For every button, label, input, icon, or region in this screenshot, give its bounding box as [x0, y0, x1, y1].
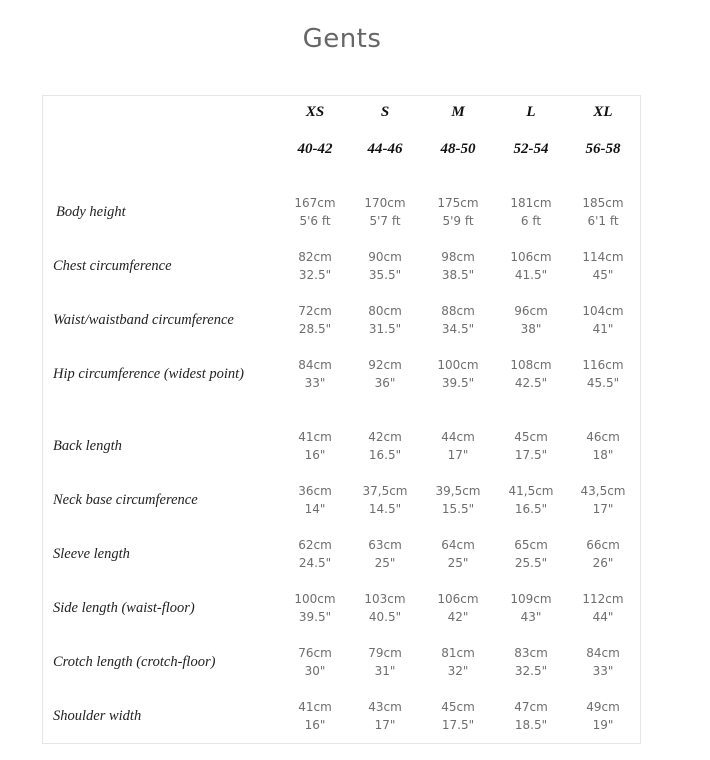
imperial-value: 33" — [304, 376, 326, 390]
table-cell — [350, 428, 420, 464]
table-cell — [568, 356, 638, 392]
metric-value: 66cm — [586, 538, 620, 552]
imperial-value: 38.5" — [441, 268, 475, 282]
metric-value: 64cm — [441, 538, 475, 552]
imperial-value: 42" — [447, 610, 469, 624]
imperial-value: 5'9 ft — [442, 214, 474, 228]
imperial-value: 16" — [304, 718, 326, 732]
table-cell — [496, 698, 566, 734]
table-cell — [350, 590, 420, 626]
table-cell — [280, 644, 350, 680]
table-cell — [568, 428, 638, 464]
imperial-value: 17" — [374, 718, 396, 732]
metric-value: 72cm — [298, 304, 332, 318]
row-label: Crotch length (crotch-floor) — [53, 654, 216, 670]
size-range-4: 56-58 — [585, 141, 621, 157]
imperial-value: 30" — [304, 664, 326, 678]
imperial-value: 40.5" — [368, 610, 402, 624]
table-cell — [496, 644, 566, 680]
imperial-value: 16.5" — [514, 502, 548, 516]
metric-value: 41cm — [298, 700, 332, 714]
table-cell — [496, 536, 566, 572]
imperial-value: 14" — [304, 502, 326, 516]
imperial-value: 32" — [447, 664, 469, 678]
metric-value: 37,5cm — [362, 484, 408, 498]
metric-value: 39,5cm — [435, 484, 481, 498]
imperial-value: 18" — [592, 448, 614, 462]
table-cell — [280, 536, 350, 572]
imperial-value: 5'7 ft — [369, 214, 401, 228]
metric-value: 47cm — [514, 700, 548, 714]
imperial-value: 31.5" — [368, 322, 402, 336]
row-label: Hip circumference (widest point) — [53, 366, 244, 382]
imperial-value: 35.5" — [368, 268, 402, 282]
table-cell — [568, 302, 638, 338]
table-cell — [350, 536, 420, 572]
metric-value: 88cm — [441, 304, 475, 318]
imperial-value: 34.5" — [441, 322, 475, 336]
metric-value: 100cm — [437, 358, 479, 372]
imperial-value: 25" — [447, 556, 469, 570]
imperial-value: 41.5" — [514, 268, 548, 282]
metric-value: 181cm — [510, 196, 552, 210]
metric-value: 79cm — [368, 646, 402, 660]
table-cell — [568, 590, 638, 626]
table-cell — [423, 194, 493, 230]
row-label: Chest circumference — [53, 258, 172, 274]
imperial-value: 31" — [374, 664, 396, 678]
table-cell — [280, 302, 350, 338]
imperial-value: 6'1 ft — [587, 214, 619, 228]
table-cell — [280, 428, 350, 464]
imperial-value: 17" — [592, 502, 614, 516]
metric-value: 112cm — [582, 592, 624, 606]
imperial-value: 15.5" — [441, 502, 475, 516]
metric-value: 175cm — [437, 196, 479, 210]
table-cell — [568, 194, 638, 230]
table-cell — [280, 356, 350, 392]
imperial-value: 36" — [374, 376, 396, 390]
size-header-4: XL — [593, 104, 613, 120]
imperial-value: 16.5" — [368, 448, 402, 462]
table-cell — [350, 248, 420, 284]
imperial-value: 25" — [374, 556, 396, 570]
metric-value: 104cm — [582, 304, 624, 318]
metric-value: 84cm — [586, 646, 620, 660]
imperial-value: 14.5" — [368, 502, 402, 516]
imperial-value: 32.5" — [298, 268, 332, 282]
metric-value: 90cm — [368, 250, 402, 264]
imperial-value: 19" — [592, 718, 614, 732]
metric-value: 44cm — [441, 430, 475, 444]
row-label: Side length (waist-floor) — [53, 600, 195, 616]
table-cell — [350, 698, 420, 734]
imperial-value: 33" — [592, 664, 614, 678]
row-label: Neck base circumference — [53, 492, 198, 508]
metric-value: 80cm — [368, 304, 402, 318]
metric-value: 45cm — [441, 700, 475, 714]
table-cell — [350, 644, 420, 680]
imperial-value: 39.5" — [441, 376, 475, 390]
metric-value: 108cm — [510, 358, 552, 372]
metric-value: 170cm — [364, 196, 406, 210]
imperial-value: 45" — [592, 268, 614, 282]
table-cell — [496, 428, 566, 464]
metric-value: 62cm — [298, 538, 332, 552]
size-range-0: 40-42 — [297, 141, 333, 157]
metric-value: 167cm — [294, 196, 336, 210]
table-cell — [423, 302, 493, 338]
metric-value: 98cm — [441, 250, 475, 264]
metric-value: 46cm — [586, 430, 620, 444]
table-cell — [568, 248, 638, 284]
size-range-1: 44-46 — [367, 141, 403, 157]
imperial-value: 28.5" — [298, 322, 332, 336]
metric-value: 45cm — [514, 430, 548, 444]
size-header-0: XS — [305, 104, 325, 120]
table-cell — [350, 356, 420, 392]
metric-value: 109cm — [510, 592, 552, 606]
imperial-value: 45.5" — [586, 376, 620, 390]
imperial-value: 5'6 ft — [299, 214, 331, 228]
metric-value: 103cm — [364, 592, 406, 606]
imperial-value: 17" — [447, 448, 469, 462]
table-cell — [280, 194, 350, 230]
metric-value: 81cm — [441, 646, 475, 660]
metric-value: 106cm — [437, 592, 479, 606]
table-cell — [423, 590, 493, 626]
size-header-1: S — [380, 104, 390, 120]
metric-value: 63cm — [368, 538, 402, 552]
table-cell — [423, 536, 493, 572]
imperial-value: 41" — [592, 322, 614, 336]
table-cell — [423, 698, 493, 734]
imperial-value: 44" — [592, 610, 614, 624]
size-range-2: 48-50 — [440, 141, 476, 157]
table-cell — [568, 536, 638, 572]
metric-value: 96cm — [514, 304, 548, 318]
metric-value: 84cm — [298, 358, 332, 372]
imperial-value: 32.5" — [514, 664, 548, 678]
imperial-value: 18.5" — [514, 718, 548, 732]
table-cell — [423, 482, 493, 518]
table-cell — [350, 302, 420, 338]
metric-value: 106cm — [510, 250, 552, 264]
table-cell — [280, 590, 350, 626]
metric-value: 83cm — [514, 646, 548, 660]
table-cell — [423, 248, 493, 284]
table-cell — [496, 302, 566, 338]
table-cell — [350, 482, 420, 518]
metric-value: 43,5cm — [580, 484, 626, 498]
imperial-value: 43" — [520, 610, 542, 624]
metric-value: 185cm — [582, 196, 624, 210]
table-cell — [568, 482, 638, 518]
table-cell — [496, 482, 566, 518]
imperial-value: 39.5" — [298, 610, 332, 624]
table-cell — [496, 248, 566, 284]
row-label: Shoulder width — [53, 708, 142, 724]
imperial-value: 17.5" — [441, 718, 475, 732]
table-cell — [423, 644, 493, 680]
size-header-3: L — [526, 104, 536, 120]
size-range-3: 52-54 — [513, 141, 549, 157]
metric-value: 65cm — [514, 538, 548, 552]
table-cell — [423, 356, 493, 392]
table-cell — [568, 644, 638, 680]
metric-value: 100cm — [294, 592, 336, 606]
row-label: Waist/waistband circumference — [53, 312, 234, 328]
table-cell — [350, 194, 420, 230]
imperial-value: 17.5" — [514, 448, 548, 462]
metric-value: 41,5cm — [508, 484, 554, 498]
metric-value: 42cm — [368, 430, 402, 444]
table-cell — [280, 698, 350, 734]
imperial-value: 42.5" — [514, 376, 548, 390]
imperial-value: 16" — [304, 448, 326, 462]
table-cell — [280, 248, 350, 284]
metric-value: 76cm — [298, 646, 332, 660]
table-cell — [496, 590, 566, 626]
imperial-value: 6 ft — [520, 214, 542, 228]
metric-value: 49cm — [586, 700, 620, 714]
metric-value: 92cm — [368, 358, 402, 372]
metric-value: 41cm — [298, 430, 332, 444]
size-header-2: M — [451, 104, 465, 120]
table-cell — [496, 356, 566, 392]
row-label: Body height — [56, 204, 126, 220]
metric-value: 36cm — [298, 484, 332, 498]
metric-value: 116cm — [582, 358, 624, 372]
imperial-value: 24.5" — [298, 556, 332, 570]
page-title: Gents — [302, 24, 382, 54]
row-label: Sleeve length — [53, 546, 130, 562]
row-label: Back length — [53, 438, 122, 454]
imperial-value: 25.5" — [514, 556, 548, 570]
metric-value: 43cm — [368, 700, 402, 714]
metric-value: 114cm — [582, 250, 624, 264]
table-cell — [496, 194, 566, 230]
imperial-value: 26" — [592, 556, 614, 570]
metric-value: 82cm — [298, 250, 332, 264]
table-cell — [280, 482, 350, 518]
imperial-value: 38" — [520, 322, 542, 336]
table-cell — [568, 698, 638, 734]
table-cell — [423, 428, 493, 464]
